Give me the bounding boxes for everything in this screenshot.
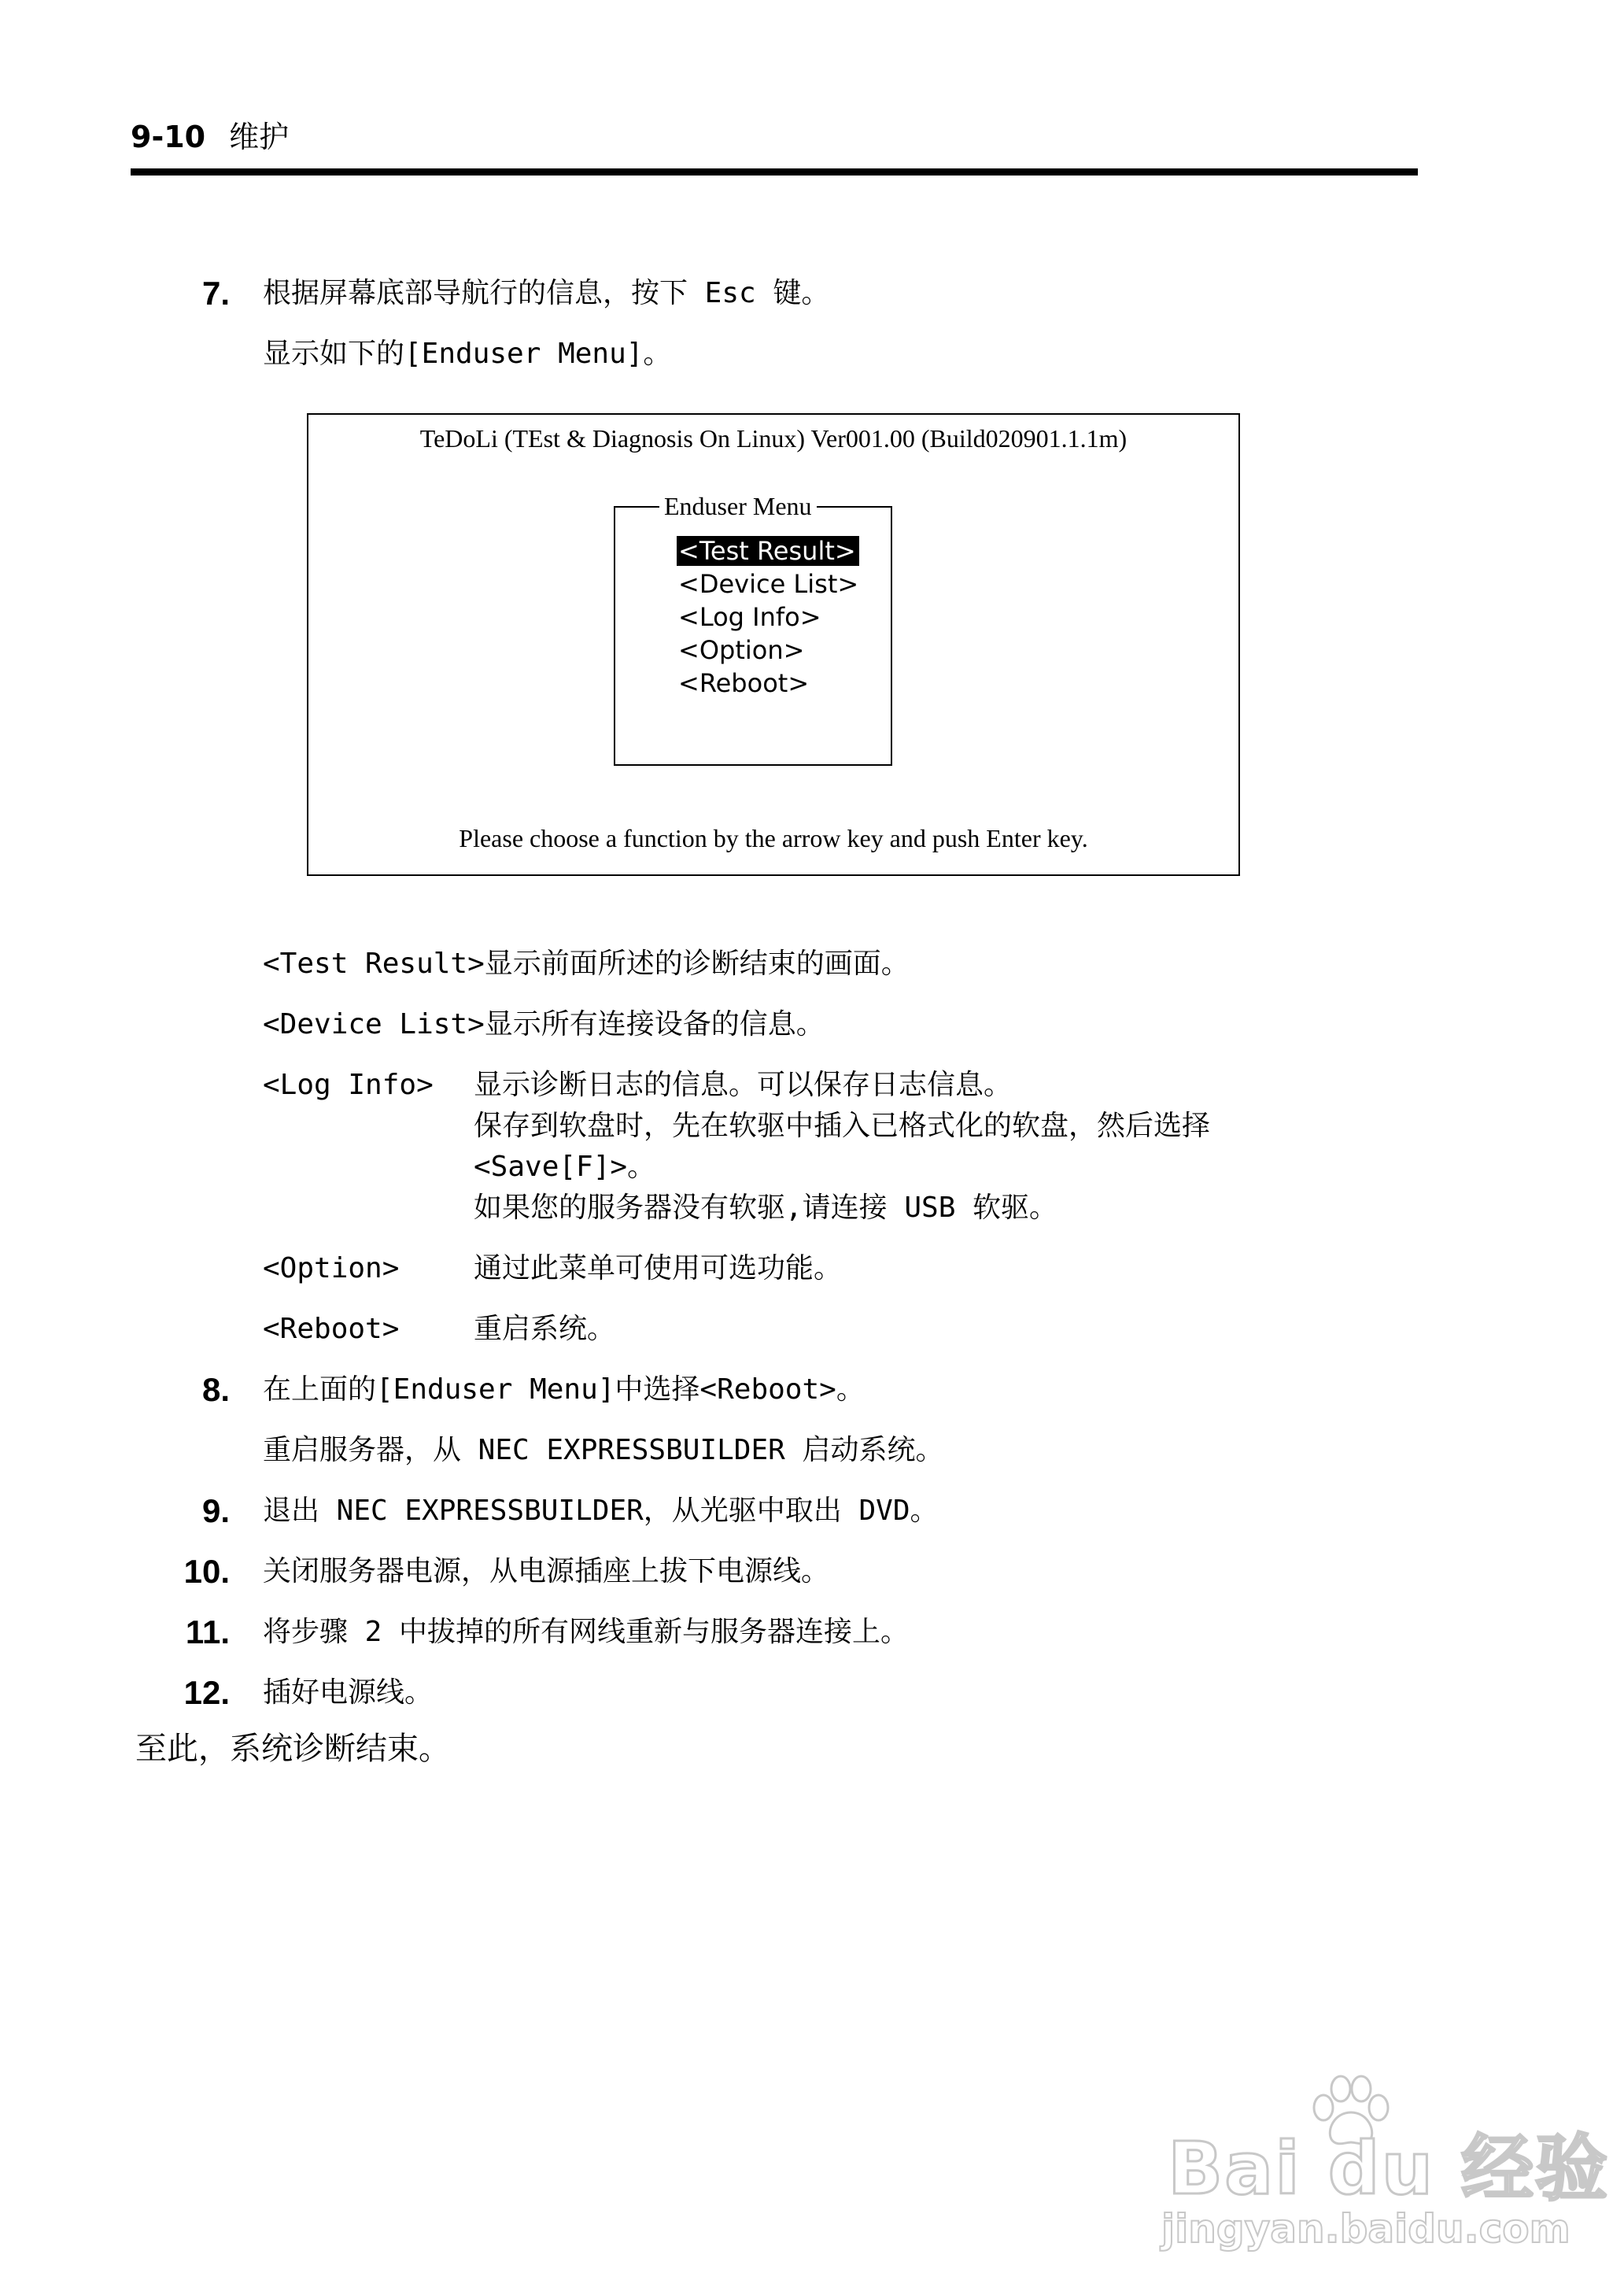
- page-number: 9-10: [131, 120, 206, 154]
- step-12-text: 插好电源线。: [263, 1676, 434, 1709]
- step-9-text: 退出 NEC EXPRESSBUILDER，从光驱中取出 DVD。: [263, 1495, 939, 1527]
- step-8-subtext: 重启服务器，从 NEC EXPRESSBUILDER 启动系统。: [263, 1434, 944, 1466]
- screen-header: TeDoLi (TEst & Diagnosis On Linux) Ver001.00 (Build020901.1.1m): [419, 424, 1128, 453]
- enduser-menu-box: [614, 492, 892, 766]
- header-rule: [131, 168, 1418, 176]
- step-10-text: 关闭服务器电源，从电源插座上拔下电源线。: [263, 1555, 830, 1587]
- watermark-logo: Bai du 经验: [1168, 2127, 1610, 2211]
- menu-item-log-info[interactable]: <Log Info>: [678, 602, 821, 632]
- watermark-url: jingyan.baidu.com: [1161, 2206, 1570, 2252]
- desc-reboot-term: <Reboot>: [263, 1313, 400, 1345]
- menu-item-option[interactable]: <Option>: [678, 635, 805, 665]
- desc-option-text: 通过此菜单可使用可选功能。: [474, 1252, 843, 1284]
- desc-log-info-line-1: 显示诊断日志的信息。可以保存日志信息。: [474, 1069, 1013, 1101]
- enduser-menu-list: [677, 534, 862, 700]
- step-9-number: 9.: [201, 1492, 230, 1529]
- baidu-watermark: [1157, 2075, 1610, 2256]
- step-8-number: 8.: [201, 1371, 230, 1408]
- conclusion-text: 至此，系统诊断结束。: [135, 1731, 450, 1767]
- step-10-number: 10.: [183, 1553, 230, 1590]
- section-title: 维护: [229, 120, 290, 154]
- tedoli-screen: [307, 413, 1240, 876]
- step-12-number: 12.: [183, 1674, 230, 1711]
- desc-log-info-term: <Log Info>: [263, 1069, 434, 1101]
- menu-item-test-result[interactable]: <Test Result>: [677, 534, 862, 567]
- desc-option-term: <Option>: [263, 1252, 400, 1284]
- desc-log-info-line-4: 如果您的服务器没有软驱,请连接 USB 软驱。: [474, 1192, 1058, 1224]
- step-7-subtext: 显示如下的[Enduser Menu]。: [263, 338, 672, 370]
- step-8-text: 在上面的[Enduser Menu]中选择<Reboot>。: [263, 1373, 865, 1406]
- step-11-number: 11.: [185, 1613, 230, 1650]
- desc-log-info-line-2: 保存到软盘时，先在软驱中插入已格式化的软盘，然后选择: [474, 1110, 1211, 1142]
- menu-item-reboot[interactable]: <Reboot>: [678, 668, 810, 698]
- enduser-menu-title: Enduser Menu: [659, 490, 817, 522]
- page-header: [131, 115, 289, 159]
- step-11-text: 将步骤 2 中拔掉的所有网线重新与服务器连接上。: [263, 1616, 910, 1648]
- desc-device-list: <Device List>显示所有连接设备的信息。: [263, 1008, 825, 1040]
- desc-log-info-line-3: <Save[F]>。: [474, 1151, 656, 1183]
- desc-reboot-text: 重启系统。: [474, 1313, 616, 1345]
- menu-item-device-list[interactable]: <Device List>: [678, 569, 859, 599]
- desc-test-result: <Test Result>显示前面所述的诊断结束的画面。: [263, 948, 910, 980]
- step-7-text: 根据屏幕底部导航行的信息，按下 Esc 键。: [263, 277, 830, 309]
- screen-footer: Please choose a function by the arrow key and push Enter key.: [459, 824, 1088, 852]
- step-7-number: 7.: [201, 275, 230, 312]
